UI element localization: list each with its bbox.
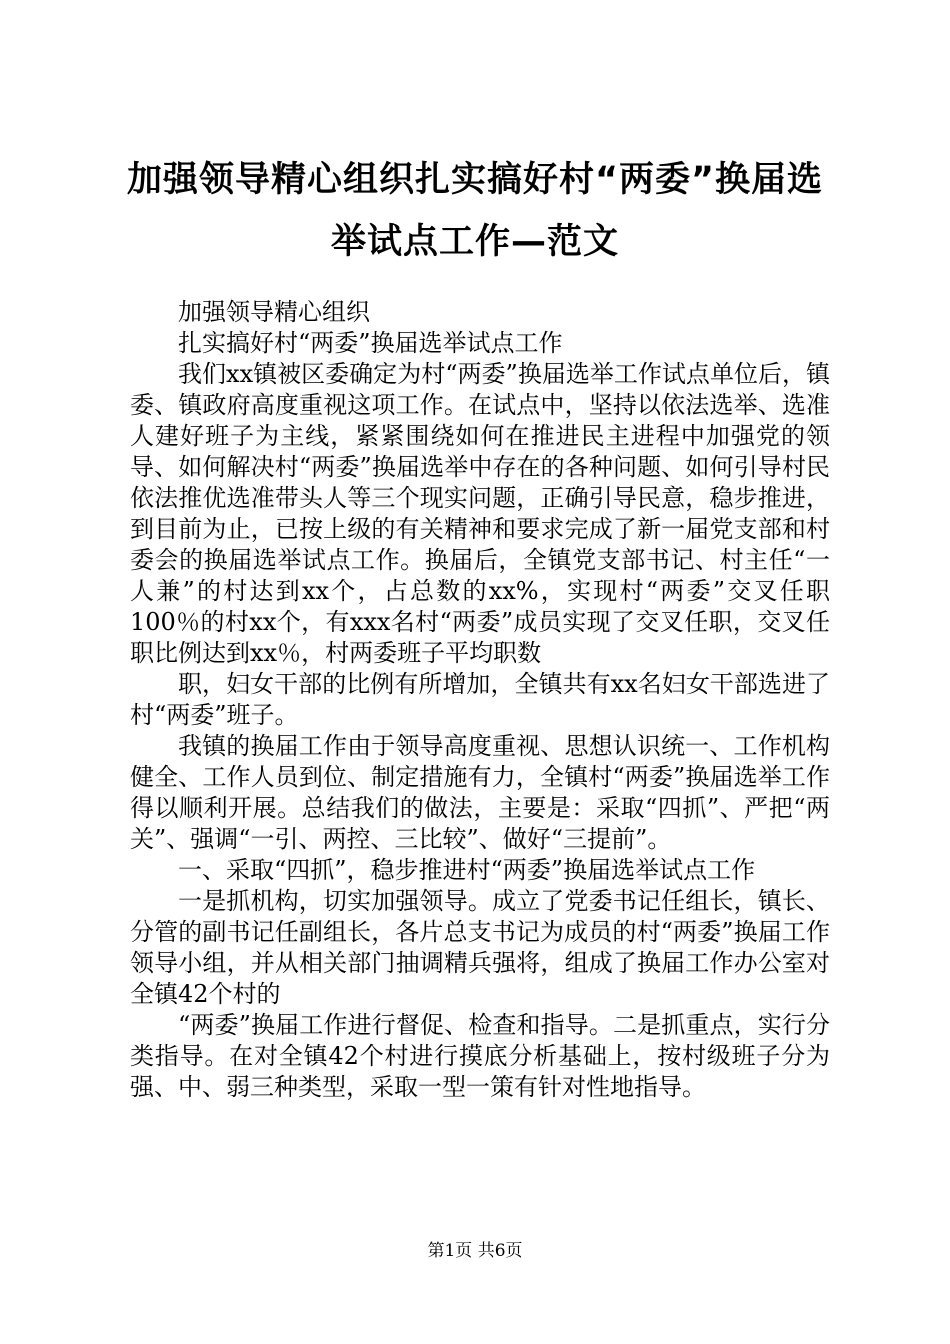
page-number-footer: 第1页 共6页 [427,1241,523,1261]
paragraph-subtitle-2: 扎实搞好村“两委”换届选举试点工作 [178,329,563,357]
paragraph: 职，妇女干部的比例有所增加，全镇共有xx名妇女干部选进了村“两委”班子。 [130,670,830,729]
paragraph: 一是抓机构，切实加强领导。成立了党委书记任组长，镇长、分管的副书记任副组长，各片总支书记为成员的村“两委”换届工作领导小组，并从相关部门抽调精兵强将，组成了换届工作办公室对全镇42个村的 [130,887,830,1008]
paragraph: 我镇的换届工作由于领导高度重视、思想认识统一、工作机构健全、工作人员到位、制定措施有力，全镇村“两委”换届选举工作得以顺利开展。总结我们的做法，主要是：采取“四抓”、严把“两关”、强调“一引、两控、三比较”、做好“三提前”。 [130,732,830,853]
section-heading: 一、采取“四抓”，稳步推进村“两委”换届选举试点工作 [178,856,756,884]
document-title-line-1: 加强领导精心组织扎实搞好村“两委”换届选 [126,160,823,200]
paragraph: 我们xx镇被区委确定为村“两委”换届选举工作试点单位后，镇委、镇政府高度重视这项工作。在试点中，坚持以依法选举、选准人建好班子为主线，紧紧围绕如何在推进民主进程中加强党的领导、如何解决村“两委”换届选举中存在的各种问题、如何引导村民依法推优选准带头人等三个现实问题，正确引导民意，稳步推进，到目前为止，已按上级的有关精神和要求完成了新一届党支部和村委会的换届选举试点工作。换届后，全镇党支部书记、村主任“一人兼”的村达到xx个，占总数的xx%，实现村“两委”交叉任职100％的村xx个，有xxx名村“两委”成员实现了交叉任职，交叉任职比例达到xx％，村两委班子平均职数 [130,360,830,667]
paragraph: “两委”换届工作进行督促、检查和指导。二是抓重点，实行分类指导。在对全镇42个村进行摸底分析基础上，按村级班子分为强、中、弱三种类型，采取一型一策有针对性地指导。 [130,1011,830,1101]
document-body [130,297,830,1103]
paragraph-subtitle-1: 加强领导精心组织 [178,298,370,326]
document-title-line-2: 举试点工作—范文 [330,222,619,262]
